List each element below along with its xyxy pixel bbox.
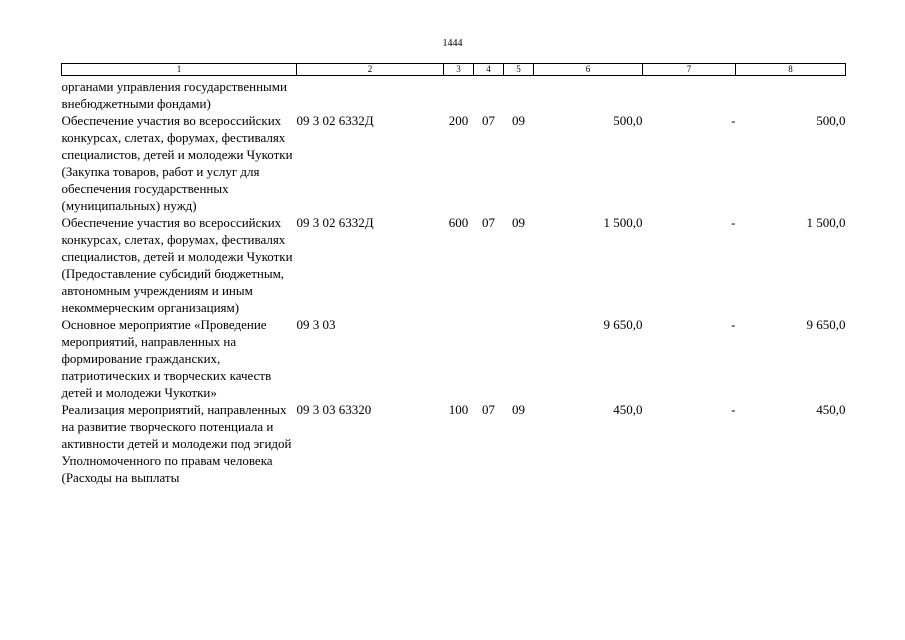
row-col5: 09 [512,402,525,417]
row-col6: 500,0 [613,113,643,128]
row-col8 [736,76,846,113]
row-col7: - [731,215,736,230]
row-code: 09 3 03 [296,317,336,332]
row-code: 09 3 02 6332Д [296,113,374,128]
row-col7 [643,76,736,113]
row-col4 [474,316,504,401]
row-col5: 09 [512,215,525,230]
row-name: Обеспечение участия во всероссийских конкурсах, слетах, форумах, фестивалях специалистов, детей и молодежи Чукотки (Закупка товаров, работ и услуг для обеспечения государственных (муниципальных) нужд) [61,113,293,213]
column-header-7: 7 [643,64,736,76]
row-col7: - [731,113,736,128]
row-col3: 600 [448,215,469,230]
row-col8: 500,0 [816,113,846,128]
row-col7: - [731,317,736,332]
row-name: Основное мероприятие «Проведение мероприятий, направленных на формирование гражданских, патриотических и творческих качеств детей и молодежи Чукотки» [61,317,272,400]
row-col4: 07 [482,402,495,417]
column-header-1: 1 [62,64,297,76]
row-col6: 1 500,0 [603,215,643,230]
row-col8: 9 650,0 [806,317,846,332]
row-col6: 9 650,0 [603,317,643,332]
column-header-5: 5 [504,64,534,76]
row-col3 [444,316,474,401]
row-col6: 450,0 [613,402,643,417]
row-col8: 1 500,0 [806,215,846,230]
row-col8: 450,0 [816,402,846,417]
budget-table [61,63,846,486]
row-col3: 100 [448,402,469,417]
row-code: 09 3 03 63320 [296,402,372,417]
row-col4: 07 [482,113,495,128]
table-row [62,112,846,214]
row-code: 09 3 02 6332Д [296,215,374,230]
row-col3 [444,76,474,113]
column-number-header [62,64,846,76]
column-header-4: 4 [474,64,504,76]
row-name: Обеспечение участия во всероссийских конкурсах, слетах, форумах, фестивалях специалистов, детей и молодежи Чукотки (Предоставление субсидий бюджетным, автономным учреждениям и иным некоммерческим организациям) [61,215,293,315]
row-code [297,76,444,113]
column-header-2: 2 [297,64,444,76]
column-header-3: 3 [444,64,474,76]
row-col5 [504,76,534,113]
column-header-6: 6 [534,64,643,76]
row-name: Реализация мероприятий, направленных на развитие творческого потенциала и активности детей и молодежи под эгидой Уполномоченного по правам человека (Расходы на выплаты [61,402,292,485]
row-col6 [534,76,643,113]
table-row [62,316,846,401]
row-col3: 200 [448,113,469,128]
row-name: органами управления государственными внебюджетными фондами) [61,79,287,111]
page-number: 1444 [442,38,463,49]
table-row [62,401,846,486]
row-col5: 09 [512,113,525,128]
table-row [62,76,846,113]
row-col4 [474,76,504,113]
table-row [62,214,846,316]
row-col5 [504,316,534,401]
row-col4: 07 [482,215,495,230]
column-header-8: 8 [736,64,846,76]
row-col7: - [731,402,736,417]
